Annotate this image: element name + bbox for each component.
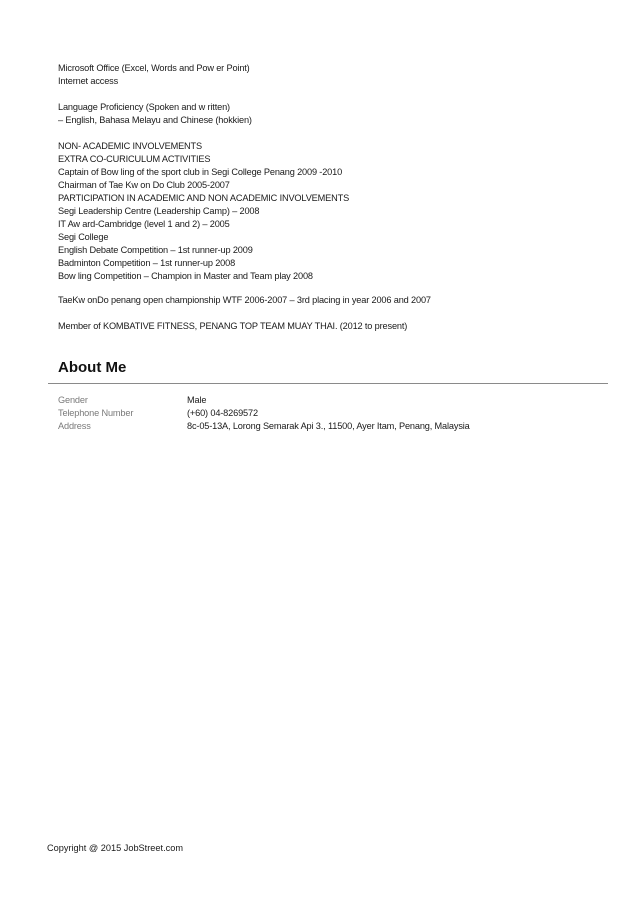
activities-section	[58, 140, 598, 283]
skills-section	[58, 62, 598, 88]
activity-line: English Debate Competition – 1st runner-up 2009	[58, 245, 253, 255]
membership-section	[58, 320, 598, 333]
about-row-telephone	[58, 407, 598, 420]
about-label: Gender	[58, 395, 88, 405]
about-row-gender	[58, 394, 598, 407]
language-section	[58, 101, 598, 127]
about-me-table	[58, 394, 598, 433]
about-row-address	[58, 420, 598, 433]
skills-line: Internet access	[58, 76, 119, 86]
activity-line: Segi Leadership Centre (Leadership Camp) – 2008	[58, 206, 260, 216]
activity-line: NON- ACADEMIC INVOLVEMENTS	[58, 141, 202, 151]
about-label: Address	[58, 421, 91, 431]
about-value: 8c-05-13A, Lorong Semarak Api 3., 11500, Ayer Itam, Penang, Malaysia	[187, 421, 470, 431]
copyright-footer: Copyright @ 2015 JobStreet.com	[47, 843, 183, 853]
about-me-heading: About Me	[58, 359, 127, 376]
activity-line: Segi College	[58, 232, 109, 242]
activity-line: Chairman of Tae Kw on Do Club 2005-2007	[58, 180, 230, 190]
section-divider	[48, 383, 608, 384]
activity-line: IT Aw ard-Cambridge (level 1 and 2) – 2005	[58, 219, 230, 229]
activity-line: Badminton Competition – 1st runner-up 2008	[58, 258, 236, 268]
activity-line: Captain of Bow ling of the sport club in Segi College Penang 2009 -2010	[58, 167, 343, 177]
language-line: Language Proficiency (Spoken and w ritten)	[58, 102, 230, 112]
activity-line: Bow ling Competition – Champion in Master and Team play 2008	[58, 271, 313, 281]
about-value: (+60) 04-8269572	[187, 408, 258, 418]
about-value: Male	[187, 395, 207, 405]
activity-line: EXTRA CO-CURICULUM ACTIVITIES	[58, 154, 211, 164]
language-line: – English, Bahasa Melayu and Chinese (hokkien)	[58, 115, 252, 125]
taekwondo-section	[58, 294, 598, 307]
membership-line: Member of KOMBATIVE FITNESS, PENANG TOP TEAM MUAY THAI. (2012 to present)	[58, 321, 408, 331]
skills-line: Microsoft Office (Excel, Words and Pow er Point)	[58, 63, 250, 73]
about-label: Telephone Number	[58, 408, 134, 418]
taekwondo-line: TaeKw onDo penang open championship WTF 2006-2007 – 3rd placing in year 2006 and 2007	[58, 295, 431, 305]
activity-line: PARTICIPATION IN ACADEMIC AND NON ACADEMIC INVOLVEMENTS	[58, 193, 350, 203]
